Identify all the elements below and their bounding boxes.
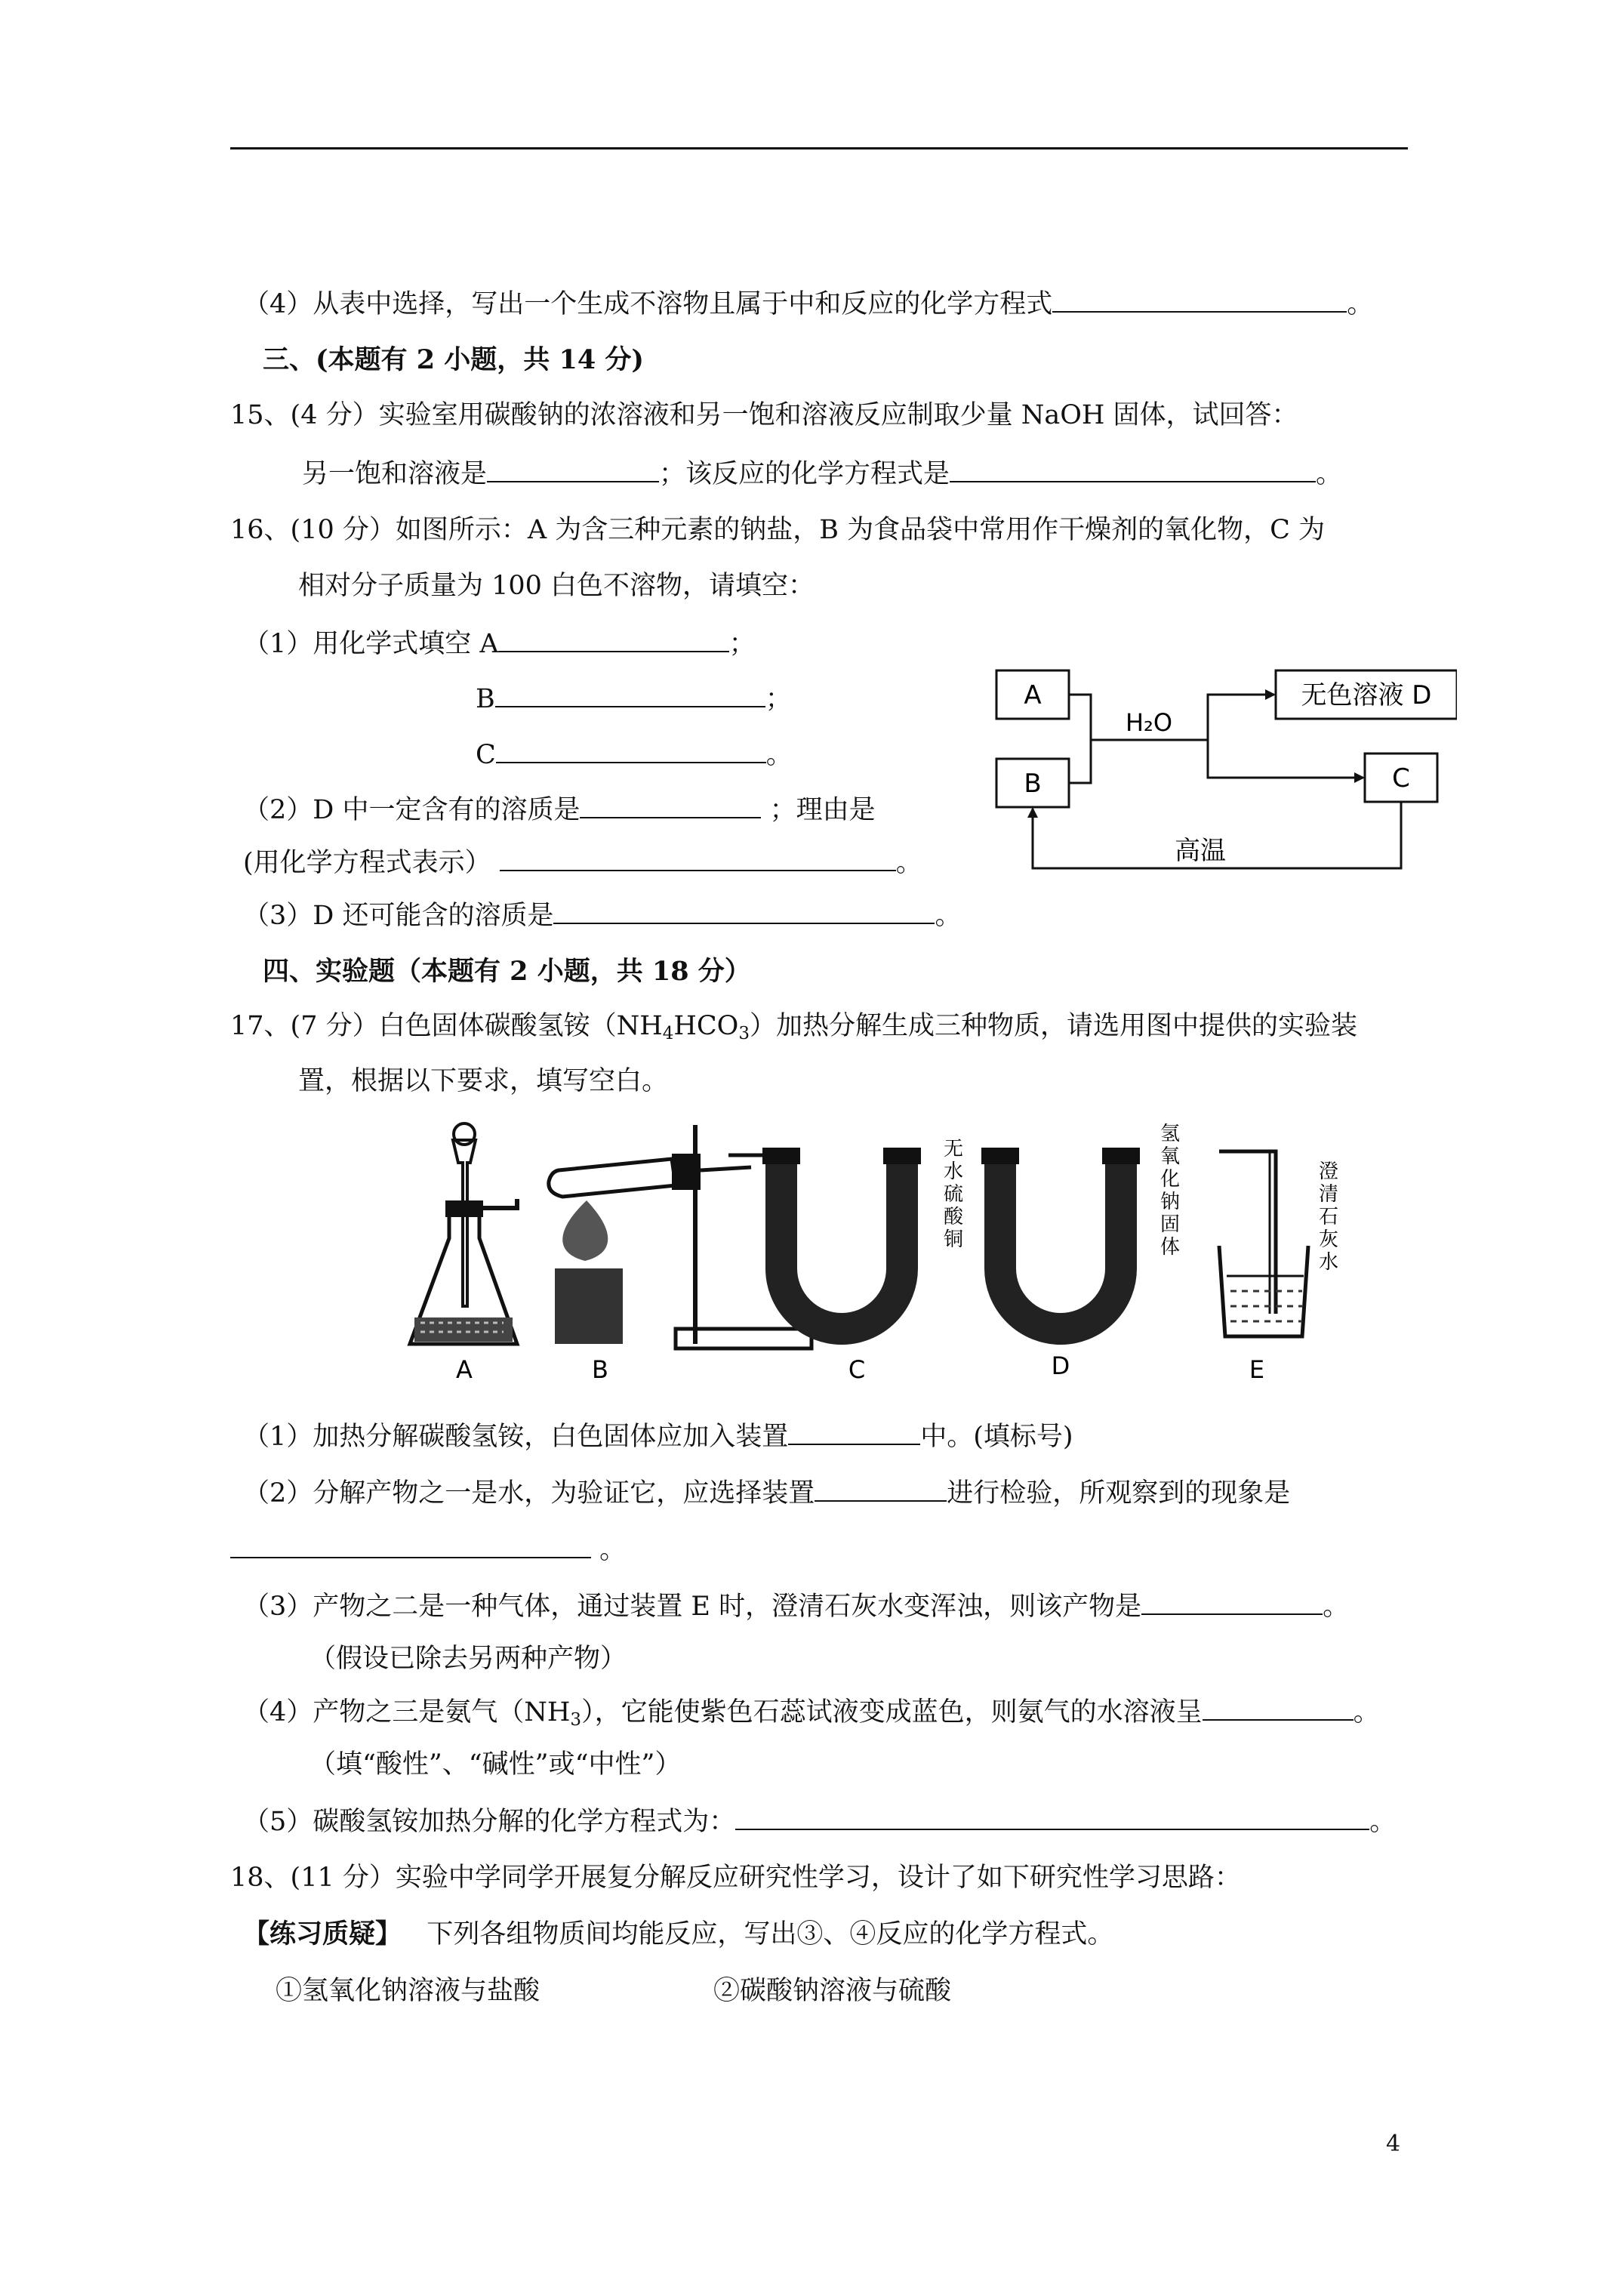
box-d-label: 无色溶液 D — [1301, 680, 1432, 710]
svg-text:钠: 钠 — [1160, 1191, 1181, 1213]
q17-part2: （2）分解产物之一是水，为验证它，应选择装置 进行检验，所观察到的现象是 — [243, 1476, 1290, 1510]
reagent-h2o-label: H₂O — [1125, 708, 1173, 737]
apparatus-a — [410, 1123, 517, 1344]
q18-stem: 18、(11 分）实验中学同学开展复分解反应研究性学习，设计了如下研究性学习思路： — [230, 1863, 1241, 1893]
answer-blank[interactable] — [495, 682, 765, 707]
q18-item-1: ①氢氧化钠溶液与盐酸 — [276, 1976, 540, 2006]
q18-item-2: ②碳酸钠溶液与硫酸 — [713, 1976, 952, 2006]
answer-blank[interactable] — [499, 627, 729, 652]
arrow-to-c — [1208, 740, 1363, 778]
apparatus-e — [1219, 1151, 1308, 1336]
q17-apparatus-figure — [404, 1117, 1340, 1389]
apparatus-label-d: D — [1051, 1351, 1070, 1380]
q16-stem-line1: 16、(10 分）如图所示：A 为含三种元素的钠盐，B 为食品袋中常用作干燥剂的氧化物，C 为 — [230, 515, 1326, 545]
answer-blank[interactable] — [1141, 1589, 1323, 1615]
answer-blank[interactable] — [1203, 1695, 1354, 1721]
d-reagent-text — [1160, 1123, 1180, 1259]
q18-practice: 【练习质疑】 下列各组物质间均能反应，写出③、④反应的化学方程式。 — [243, 1918, 1114, 1949]
e-reagent-text — [1319, 1160, 1338, 1274]
q17-part3-note: （假设已除去另两种产物） — [310, 1644, 627, 1674]
q17-part4: （4）产物之三是氨气$(NH_3)$，它能使紫色石蕊试液变成蓝色，则氨气的水溶液呈 。 — [243, 1695, 1380, 1737]
apparatus-label-c: C — [848, 1355, 866, 1384]
apparatus-label-b: B — [592, 1355, 608, 1384]
q16-part1-c: C 。 — [476, 738, 793, 772]
section-3-title: 三、(本题有 2 小题，共 14 分) — [263, 344, 644, 375]
arrow-to-d — [1208, 695, 1274, 740]
svg-text:水: 水 — [944, 1160, 964, 1183]
answer-blank[interactable] — [1052, 287, 1347, 313]
apparatus-d — [981, 1148, 1140, 1329]
svg-text:酸: 酸 — [944, 1206, 964, 1228]
answer-blank[interactable] — [230, 1533, 591, 1558]
apparatus-c — [728, 1148, 921, 1329]
page-number: 4 — [1386, 2131, 1401, 2157]
svg-text:灰: 灰 — [1319, 1228, 1339, 1251]
svg-text:化: 化 — [1160, 1168, 1181, 1191]
svg-text:体: 体 — [1160, 1236, 1181, 1259]
answer-blank[interactable] — [496, 738, 766, 763]
q17-part3: （3）产物之二是一种气体，通过装置 E 时，澄清石灰水变浑浊，则该产物是 。 — [243, 1589, 1349, 1623]
q16-part1-a: （1）用化学式填空 A ； — [243, 627, 756, 661]
q14-part4: （4）从表中选择，写出一个生成不溶物且属于中和反应的化学方程式 。 — [243, 287, 1373, 321]
svg-text:氧: 氧 — [1160, 1145, 1181, 1168]
answer-blank[interactable] — [788, 1419, 920, 1445]
answer-blank[interactable] — [580, 793, 761, 818]
svg-text:澄: 澄 — [1319, 1160, 1339, 1183]
q16-part2: （2）D 中一定含有的溶质是 ；理由是 — [243, 793, 876, 827]
box-b-label: B — [1024, 769, 1042, 799]
practice-tag: 【练习质疑】 — [243, 1918, 402, 1949]
svg-text:清: 清 — [1319, 1183, 1339, 1206]
answer-blank[interactable] — [735, 1804, 1369, 1830]
q17-part2-cont: 。 — [230, 1533, 626, 1567]
answer-blank[interactable] — [815, 1476, 947, 1502]
q16-part1-b: B ； — [476, 682, 792, 716]
q15-line2: 另一饱和溶液是 ；该反应的化学方程式是 。 — [302, 457, 1342, 491]
svg-text:氢: 氢 — [1160, 1123, 1181, 1145]
q17-part4-note: （填“酸性”、“碱性”或“中性”） — [310, 1749, 682, 1780]
svg-text:无: 无 — [944, 1138, 964, 1160]
q16-part3: （3）D 还可能含的溶质是 。 — [243, 898, 961, 932]
q17-stem-line2: 置，根据以下要求，填写空白。 — [298, 1066, 669, 1096]
answer-blank[interactable] — [500, 846, 896, 871]
svg-text:水: 水 — [1319, 1251, 1339, 1274]
q16-stem-line2: 相对分子质量为 100 白色不溶物，请填空： — [298, 571, 815, 601]
apparatus-label-a: A — [456, 1355, 473, 1384]
answer-blank[interactable] — [950, 457, 1316, 482]
q15-stem: 15、(4 分）实验室用碳酸钠的浓溶液和另一饱和溶液反应制取少量 NaOH 固体，试回答： — [230, 400, 1298, 430]
svg-text:石: 石 — [1319, 1206, 1339, 1228]
svg-text:固: 固 — [1160, 1213, 1181, 1236]
q17-stem-line1: 17、(7 分）白色固体碳酸氢铵$(NH_4HCO_3)$加热分解生成三种物质，请选用图中提供的实验装 — [230, 1011, 1358, 1043]
svg-text:铜: 铜 — [944, 1228, 964, 1251]
condition-label: 高温 — [1175, 836, 1226, 866]
header-rule — [230, 147, 1408, 149]
q16-flow-diagram — [974, 657, 1457, 883]
apparatus-label-e: E — [1249, 1355, 1265, 1384]
section-4-title: 四、实验题（本题有 2 小题，共 18 分） — [263, 956, 751, 987]
box-a-label: A — [1024, 680, 1042, 710]
q17-part1: （1）加热分解碳酸氢铵，白色固体应加入装置 中。(填标号) — [243, 1419, 1073, 1453]
box-c-label: C — [1392, 763, 1410, 794]
c-reagent-text — [944, 1138, 964, 1251]
q16-part2-reason: (用化学方程式表示） 。 — [243, 846, 922, 880]
q17-part5: （5）碳酸氢铵加热分解的化学方程式为： 。 — [243, 1804, 1396, 1838]
answer-blank[interactable] — [487, 457, 659, 482]
svg-text:硫: 硫 — [944, 1183, 964, 1206]
answer-blank[interactable] — [553, 898, 935, 924]
